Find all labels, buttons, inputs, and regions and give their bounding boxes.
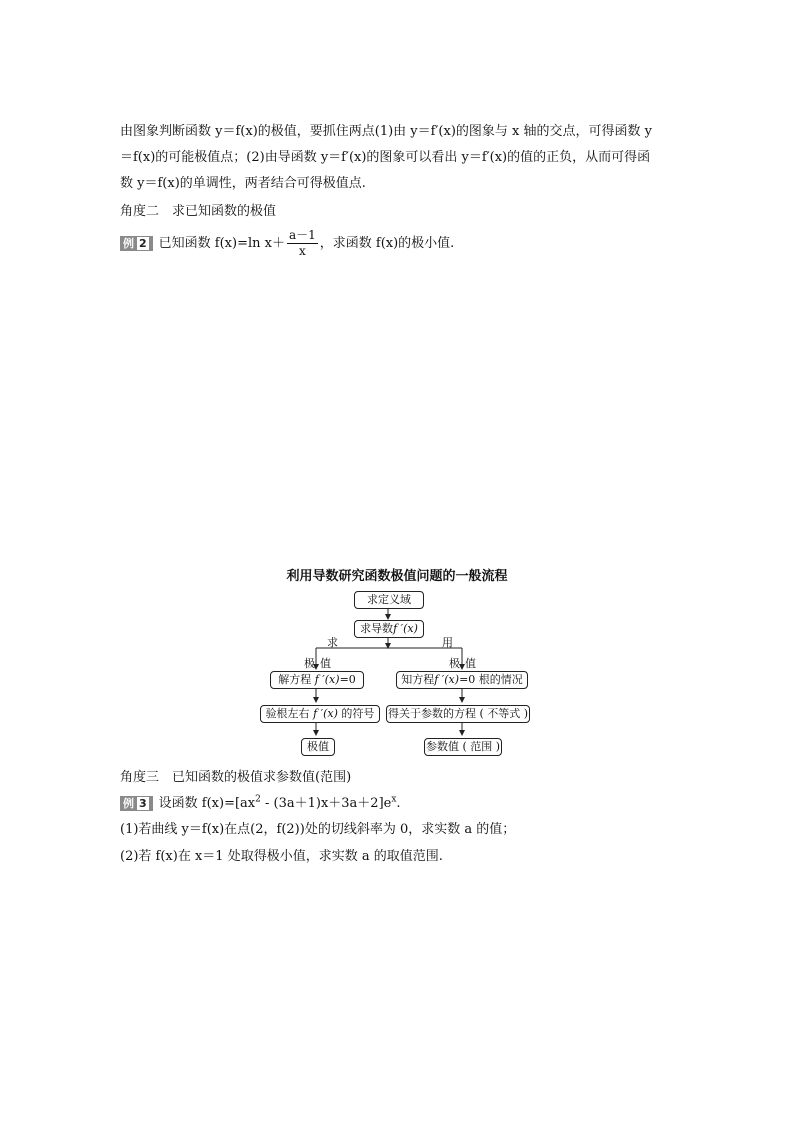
flow-domain-box: 求定义域 — [354, 591, 424, 609]
intro-line-3: 数 y＝f(x)的单调性，两者结合可得极值点. — [120, 176, 366, 191]
example2-fraction: $\frac{a-1}{x}$ — [288, 228, 316, 258]
flow-left-result: 极值 — [301, 738, 335, 756]
flowchart-title: 利用导数研究函数极值问题的一般流程 — [286, 569, 508, 584]
example3-badge: 例 3 — [120, 796, 153, 811]
example2-text-before: 已知函数 f(x)=ln x＋ — [158, 236, 285, 251]
intro-line-2: ＝f(x)的可能极值点；(2)由导函数 y＝f′(x)的图象可以看出 y＝f′(x)的值的正负，从而可得函 — [120, 150, 651, 165]
flow-left-ji: 极 — [304, 657, 315, 670]
flow-branch-right: 用 — [442, 636, 453, 649]
intro-line-1: 由图象判断函数 y＝f(x)的极值，要抓住两点(1)由 y＝f′(x)的图象与 x 轴的交点，可得函数 y — [120, 124, 652, 139]
example3-question2: (2)若 f(x)在 x＝1 处取得极小值，求实数 a 的取值范围. — [120, 849, 443, 864]
example2-badge: 例 2 — [120, 236, 153, 251]
example3-question1: (1)若曲线 y＝f(x)在点(2，f(2))处的切线斜率为 0，求实数 a 的值； — [120, 822, 516, 837]
flow-right-step1: 知方程f ′(x)=0 根的情况 — [396, 671, 528, 689]
example2-text-after: ，求函数 f(x)的极小值. — [319, 236, 455, 251]
flow-left-zhi: 值 — [320, 657, 331, 670]
flow-derivative-box: 求导数f ′(x) — [354, 620, 424, 638]
flow-right-ji: 极 — [449, 657, 460, 670]
flow-branch-left: 求 — [327, 636, 338, 649]
flow-left-step1: 解方程 f ′(x)=0 — [270, 671, 364, 689]
angle2-heading: 角度二 求已知函数的极值 — [120, 204, 277, 219]
example3: 例 3 设函数 $f(x)=[ax^2 - (3a+1)x+3a+2]e^x$. — [120, 792, 401, 811]
flow-right-result: 参数值 ( 范围 ) — [424, 738, 502, 756]
flow-right-step2: 得关于参数的方程 ( 不等式 ) — [386, 705, 530, 723]
flow-right-zhi: 值 — [465, 657, 476, 670]
angle3-heading: 角度三 已知函数的极值求参数值(范围) — [120, 770, 352, 785]
flow-left-step2: 验根左右 f ′(x) 的符号 — [260, 705, 380, 723]
